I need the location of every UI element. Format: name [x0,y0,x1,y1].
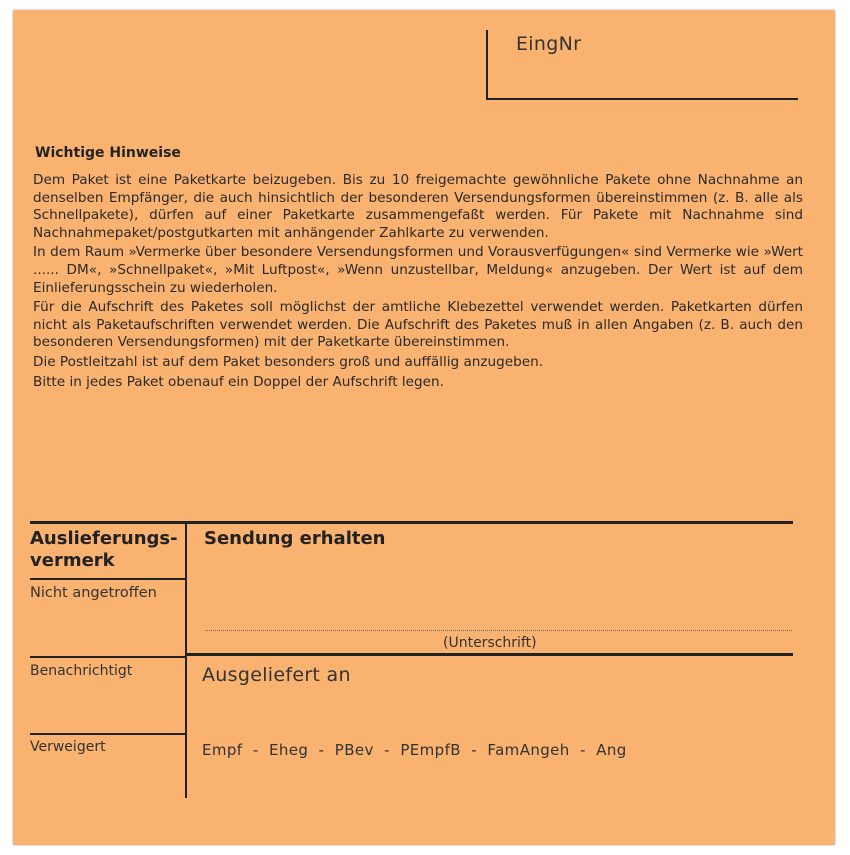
shipment-received-title: Sendung erhalten [204,528,386,549]
left-rule-3 [30,733,185,735]
not-found-label: Nicht angetroffen [30,585,157,601]
notes-paragraph: Dem Paket ist eine Paketkarte beizugeben. Bis zu 10 freigemachte gewöhnliche Pakete ohne Nachnahme an denselben Empfänger, die auch hinsichtlich der besonderen Versendungsformen übereinstimmen (z. B. alle als Schnellpakete), dürfen auf einer Paketkarte zusammengefaßt werden. Für Pakete mit Nachnahme sind Nachnahmepaket/postgutkarten mit anhängender Zahlkarte zu verwenden. [33,172,803,241]
form-column-divider [185,522,187,798]
eingang-number-box[interactable] [486,30,798,100]
signature-section-rule [185,653,793,656]
left-rule-2 [30,656,185,658]
eingang-number-label: EingNr [516,33,582,55]
delivery-note-title [30,528,178,572]
notes-paragraph: Die Postleitzahl ist auf dem Paket besonders groß und auffällig anzugeben. [33,353,544,370]
form-top-rule [30,521,793,524]
parcel-card [13,10,835,845]
notes-paragraph: In dem Raum »Vermerke über besondere Versendungsformen und Vorausverfügungen« sind Vermerke wie »Wert ...... DM«, »Schnellpaket«, »Mit Luftpost«, »Wenn unzustellbar, Meldung« anzugeben. Der Wert ist auf dem Einlieferungsschein zu wiederholen. [33,244,803,296]
delivery-note-title-line2: vermerk [30,550,115,571]
notes-paragraph: Für die Aufschrift des Paketes soll möglichst der amtliche Klebezettel verwendet werden. Paketkarten dürfen nicht als Paketaufschriften verwendet werden. Die Aufschrift des Paketes muß in allen Angaben (z. B. auch den besonderen Versendungsformen) mit der Paketkarte übereinstimmen. [33,299,803,351]
recipient-codes: Empf - Eheg - PBev - PEmpfB - FamAngeh - Ang [202,741,627,759]
refused-label: Verweigert [30,739,106,755]
notes-paragraph: Bitte in jedes Paket obenauf ein Doppel der Aufschrift legen. [33,373,444,390]
notified-label: Benachrichtigt [30,663,133,679]
left-rule-1 [30,578,185,580]
delivery-note-title-line1: Auslieferungs- [30,528,178,549]
signature-line[interactable] [205,630,792,631]
notes-title: Wichtige Hinweise [35,145,181,161]
delivered-to-title: Ausgeliefert an [202,664,351,686]
signature-caption: (Unterschrift) [443,635,537,651]
notes-body [33,172,803,391]
